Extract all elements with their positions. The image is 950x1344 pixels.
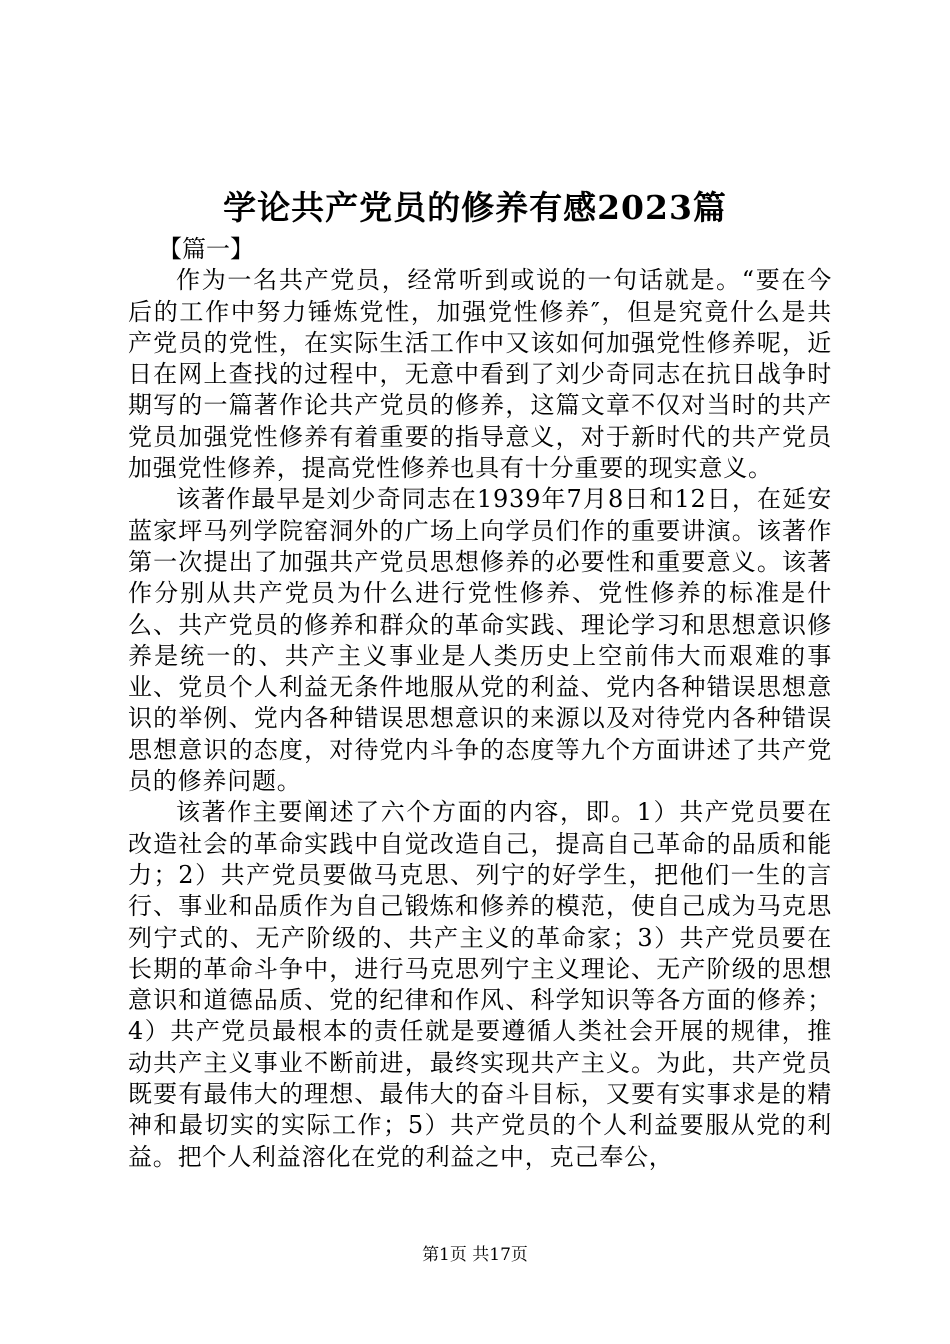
paragraph-2: 该著作最早是刘少奇同志在1939年7月8日和12日，在延安蓝家坪马列学院窑洞外的广场上向学员们作的重要讲演。该著作第一次提出了加强共产党员思想修养的必要性和重要意义。该著作分别从共产党员为什么进行党性修养、党性修养的标准是什么、共产党员的修养和群众的革命实践、理论学习和思想意识修养是统一的、共产主义事业是人类历史上空前伟大而艰难的事业、党员个人利益无条件地服从党的利益、党内各种错误思想意识的举例、党内各种错误思想意识的来源以及对待党内各种错误思想意识的态度，对待党内斗争的态度等九个方面讲述了共产党员的修养问题。 [128, 485, 832, 796]
section-label: 【篇一】 [158, 235, 254, 263]
page-footer [0, 1244, 950, 1266]
document-body [128, 234, 832, 1173]
paragraph-1: 作为一名共产党员，经常听到或说的一句话就是。“要在今后的工作中努力锤炼党性，加强党性修养″，但是究竟什么是共产党员的党性，在实际生活工作中又该如何加强党性修养呢，近日在网上查找的过程中，无意中看到了刘少奇同志在抗日战争时期写的一篇著作论共产党员的修养，这篇文章不仅对当时的共产党员加强党性修养有着重要的指导意义，对于新时代的共产党员加强党性修养，提高党性修养也具有十分重要的现实意义。 [128, 266, 832, 483]
page-number-indicator: 第1页 共17页 [422, 1245, 528, 1265]
page-title: 学论共产党员的修养有感2023篇 [223, 188, 727, 227]
paragraph-3: 该著作主要阐述了六个方面的内容，即。1）共产党员要在改造社会的革命实践中自觉改造自己，提高自己革命的品质和能力；2）共产党员要做马克思、列宁的好学生，把他们一生的言行、事业和品质作为自己锻炼和修养的模范，使自己成为马克思列宁式的、无产阶级的、共产主义的革命家；3）共产党员要在长期的革命斗争中，进行马克思列宁主义理论、无产阶级的思想意识和道德品质、党的纪律和作风、科学知识等各方面的修养；4）共产党员最根本的责任就是要遵循人类社会开展的规律，推动共产主义事业不断前进，最终实现共产主义。为此，共产党员既要有最伟大的理想、最伟大的奋斗目标，又要有实事求是的精神和最切实的实际工作；5）共产党员的个人利益要服从党的利益。把个人利益溶化在党的利益之中，克己奉公， [128, 798, 832, 1171]
